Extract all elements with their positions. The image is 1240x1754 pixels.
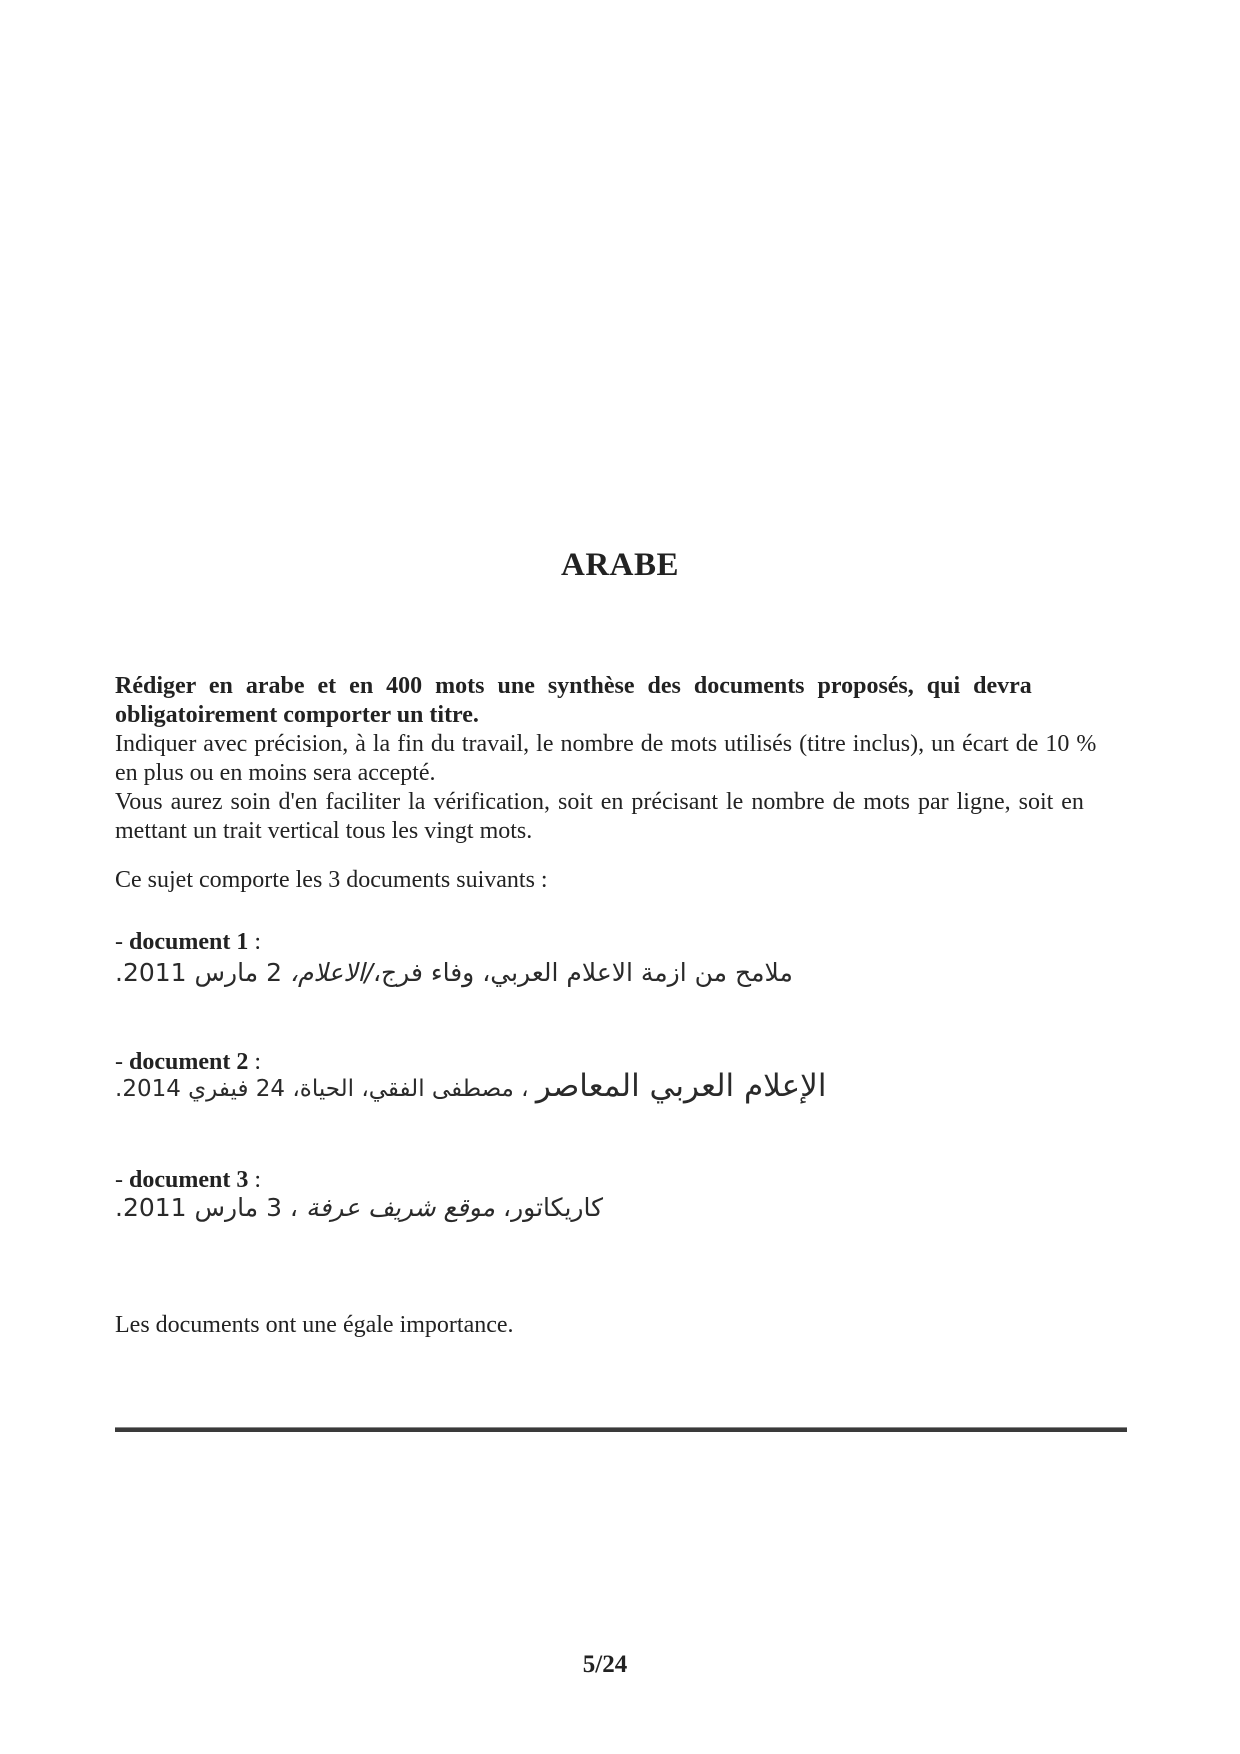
instruction-bold-line-2: obligatoirement comporter un titre. xyxy=(115,702,479,728)
document-2-label-dash: - xyxy=(115,1049,129,1075)
subject-summary-line: Ce sujet comporte les 3 documents suivants : xyxy=(115,867,548,893)
page-title: ARABE xyxy=(560,547,680,583)
document-3-label-dash: - xyxy=(115,1167,129,1193)
document-2-reference xyxy=(115,1066,826,1109)
document-1-ref-text: ملامح من ازمة الاعلام العربي، وفاء فرج، xyxy=(372,958,793,987)
instruction-vous-line-1: Vous aurez soin d'en faciliter la vérification, soit en précisant le nombre de mots par ligne, soit en xyxy=(115,789,1084,815)
document-1-reference xyxy=(115,953,793,993)
equal-importance-note: Les documents ont une égale importance. xyxy=(115,1312,514,1338)
document-3-reference xyxy=(115,1188,603,1228)
document-3-ref-source: موقع شريف عرفة xyxy=(305,1193,496,1222)
document-3-label-bold: document 3 xyxy=(129,1167,249,1193)
document-3-label-colon: : xyxy=(248,1167,262,1193)
page-number: 5/24 xyxy=(582,1651,628,1678)
document-1-ref-date: 2 مارس 2011. xyxy=(115,958,290,987)
instruction-indiquer-line-1: Indiquer avec précision, à la fin du travail, le nombre de mots utilisés (titre inclus), un écart de 10 % xyxy=(115,731,1097,757)
document-1-ref-publication: /الاعلام، xyxy=(289,958,373,987)
document-2-ref-details: ، مصطفى الفقي، الحياة، 24 فيفري 2014. xyxy=(115,1076,536,1102)
document-2-label-colon: : xyxy=(248,1049,262,1075)
instruction-vous-line-2: mettant un trait vertical tous les vingt mots. xyxy=(115,818,533,844)
footer-divider xyxy=(115,1427,1127,1432)
document-1-label-bold: document 1 xyxy=(129,929,249,955)
document-2-ref-title: الإعلام العربي المعاصر xyxy=(535,1068,827,1104)
document-3-ref-text: كاريكاتور، xyxy=(495,1193,603,1222)
document-2-label-bold: document 2 xyxy=(129,1049,249,1075)
document-3-ref-date: ، 3 مارس 2011. xyxy=(115,1193,306,1222)
document-1-label-dash: - xyxy=(115,929,129,955)
instruction-indiquer-line-2: en plus ou en moins sera accepté. xyxy=(115,760,436,786)
instruction-bold-line-1: Rédiger en arabe et en 400 mots une synthèse des documents proposés, qui devra xyxy=(115,673,1032,699)
document-1-label-colon: : xyxy=(248,929,262,955)
